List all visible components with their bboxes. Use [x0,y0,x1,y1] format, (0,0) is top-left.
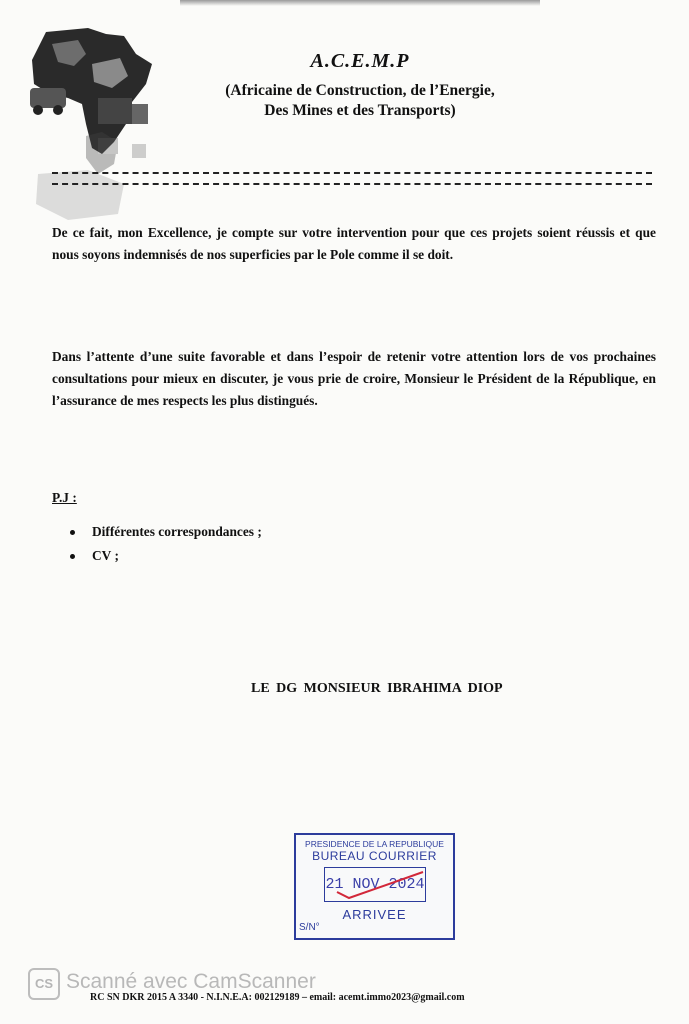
attachment-item: CV ; [52,544,262,568]
stamp-date: 21 NOV 2024 [325,876,425,893]
stamp-date-box [324,867,426,902]
organization-full-name-line2: Des Mines et des Transports) [264,102,456,119]
attachments-label: P.J : [52,490,77,505]
stamp-serial-number: S/N° [299,922,320,933]
stamp-arrival: ARRIVEE [342,907,407,922]
reception-stamp [294,833,455,940]
body-paragraph-1: De ce fait, mon Excellence, je compte sur votre intervention pour que ces projets soient réussis et que nous soyons indemnisés de nos superficies par le Pole comme il se doit. [52,225,656,262]
header-divider [52,172,652,185]
africa-map-logo [28,24,158,224]
camscanner-logo-icon: CS [28,968,60,1000]
attachment-item: Différentes correspondances ; [52,520,262,544]
stamp-bureau: BUREAU COURRIER [312,849,437,863]
attachments-list [52,520,262,568]
scan-edge-shadow [180,0,540,6]
organization-full-name-line1: (Africaine de Construction, de l’Energie, [225,82,495,99]
signatory-name: LE DG MONSIEUR IBRAHIMA DIOP [251,681,503,696]
camscanner-watermark: Scanné avec CamScanner [66,970,316,993]
stamp-office: PRESIDENCE DE LA REPUBLIQUE [305,839,444,849]
organization-name: A.C.E.M.P [310,50,410,72]
company-registration-footer: RC SN DKR 2015 A 3340 - N.I.N.E.A: 002129189 – email: acemt.immo2023@gmail.com [90,992,465,1003]
organization-full-name [180,81,540,121]
stamp-check-mark-icon [335,870,425,900]
body-paragraph-2: Dans l’attente d’une suite favorable et dans l’espoir de retenir votre attention lors de vos prochaines consultations pour mieux en discuter, je vous prie de croire, Monsieur le Président de la République, en l’assurance de mes respects les plus distingués. [52,349,656,408]
